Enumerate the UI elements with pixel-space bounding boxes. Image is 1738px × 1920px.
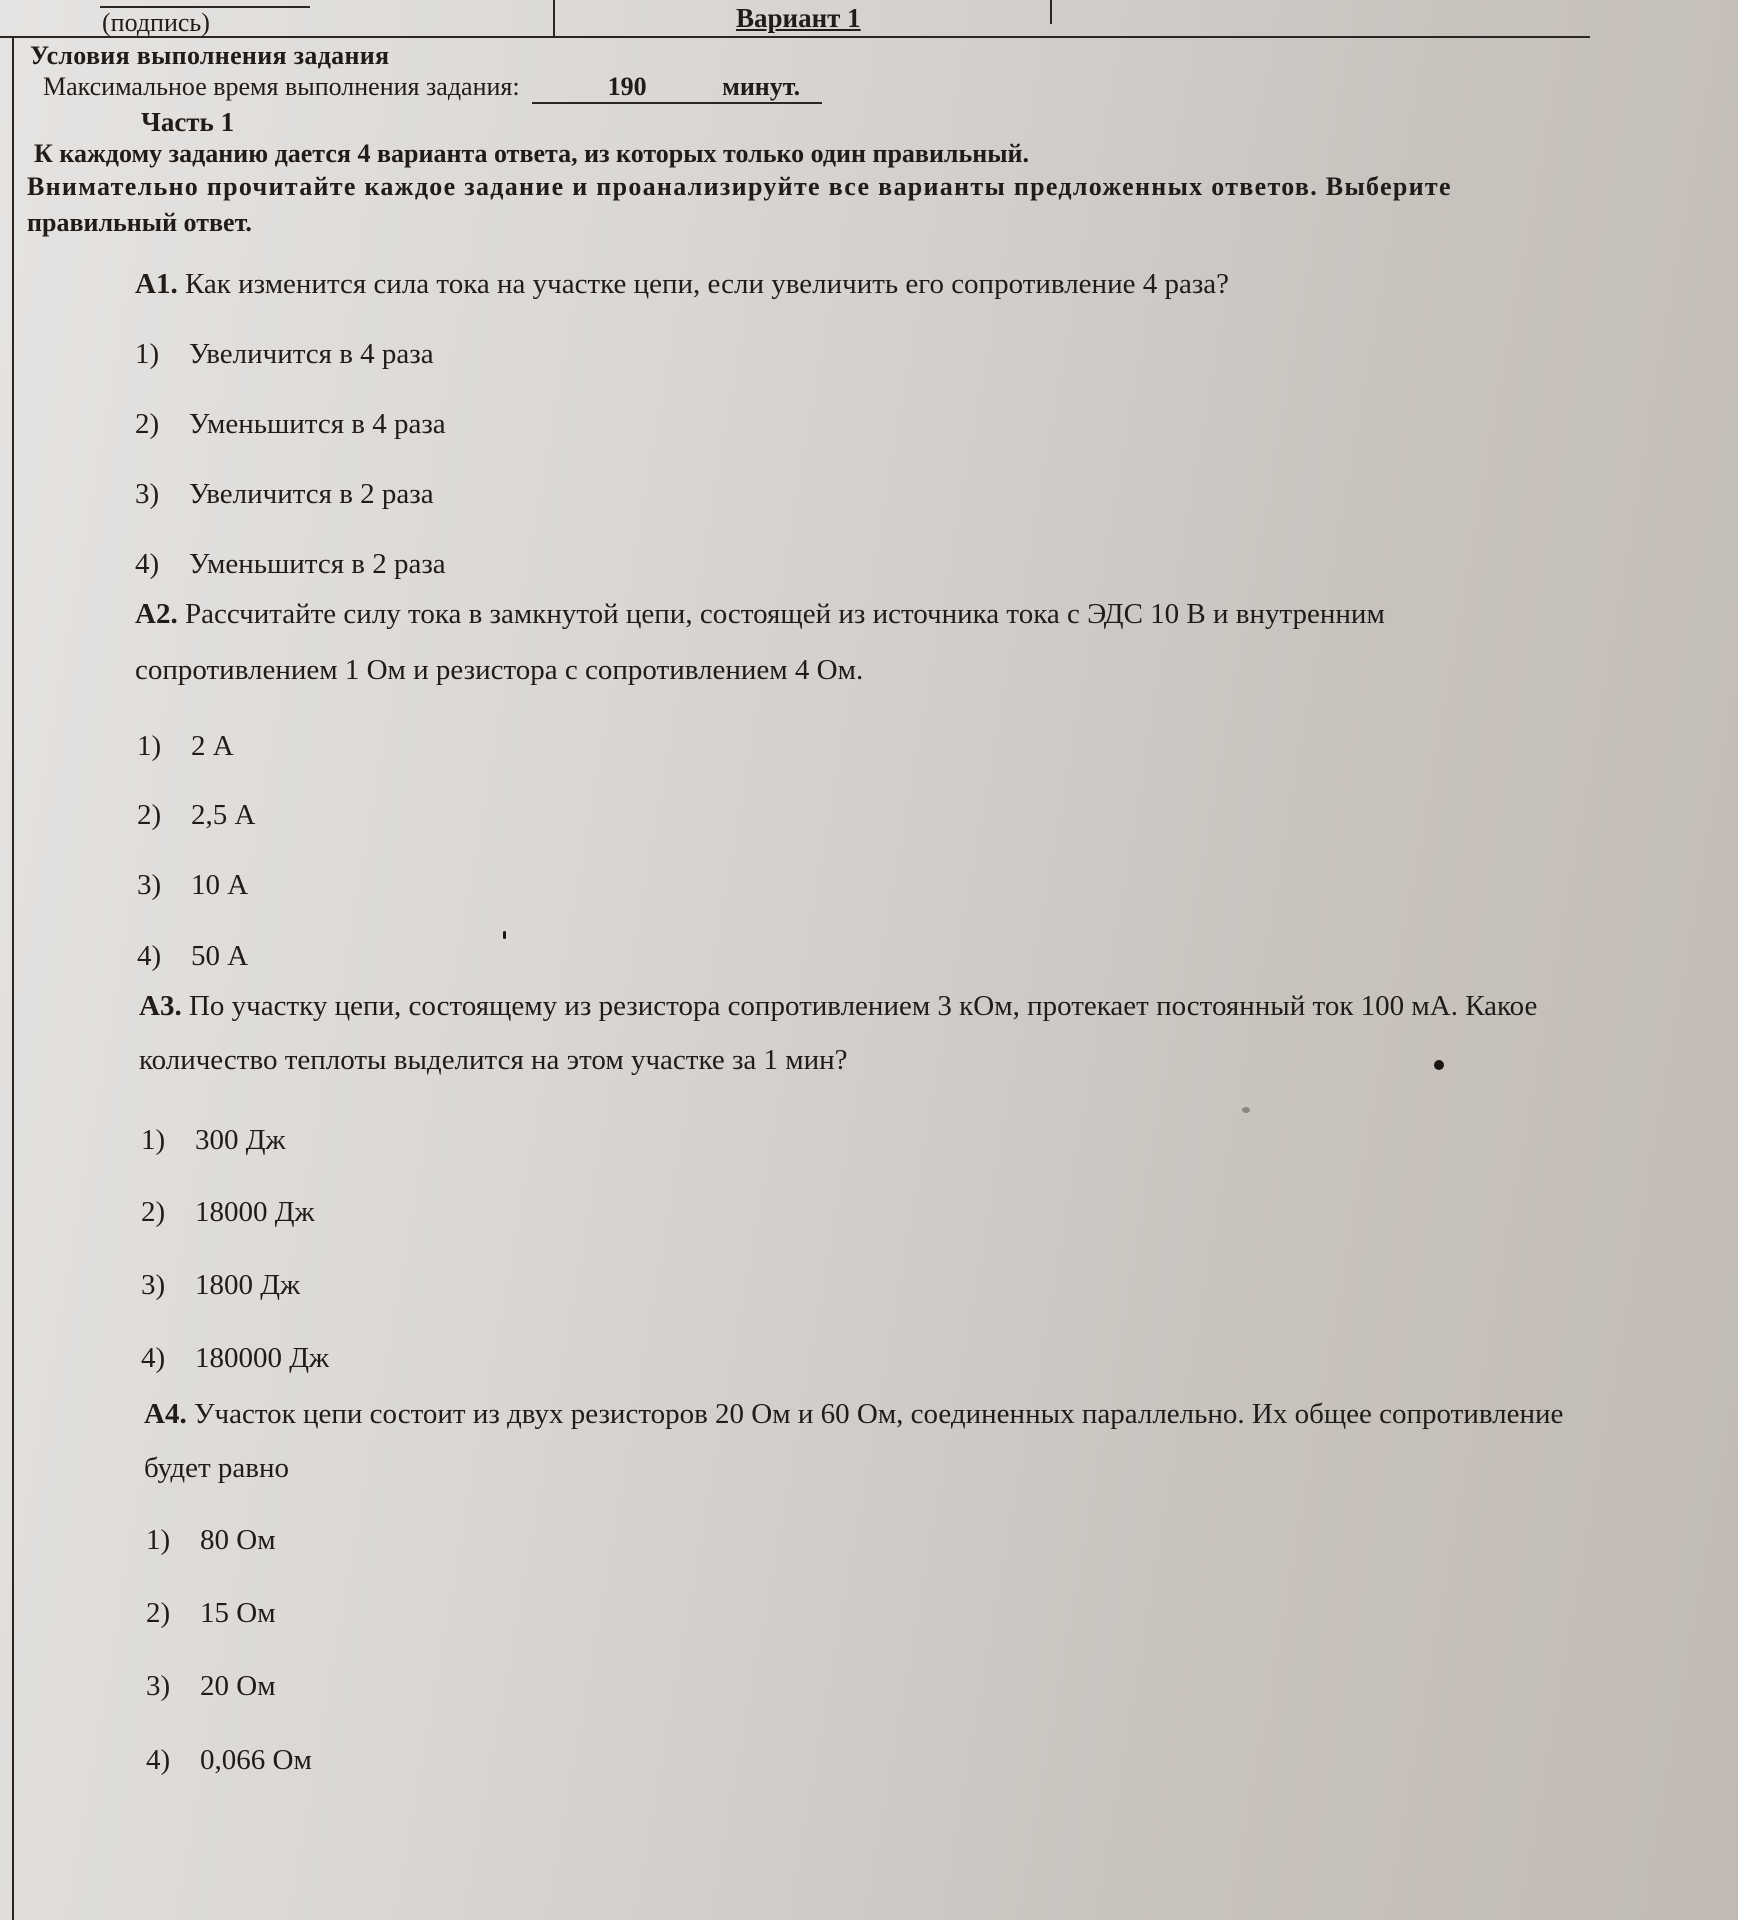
header-divider-1 (553, 0, 555, 36)
max-time-unit: минут. (722, 72, 822, 104)
a4-option-3: 3) 20 Ом (146, 1670, 276, 1702)
question-a3-text-line-2: количество теплоты выделится на этом участке за 1 мин? (139, 1044, 848, 1076)
a2-option-4: 4) 50 А (137, 940, 249, 972)
question-a1-text: Как изменится сила тока на участке цепи, если увеличить его сопротивление 4 раза? (184, 268, 1230, 300)
a1-option-3: 3) Увеличится в 2 раза (135, 478, 434, 510)
a4-option-4: 4) 0,066 Ом (146, 1744, 312, 1776)
left-margin-line (12, 36, 14, 1920)
header-divider-2 (1050, 0, 1052, 24)
instructions-line-2: Внимательно прочитайте каждое задание и проанализируйте все варианты предложенных ответов. Выберите (27, 172, 1452, 201)
max-time-row (43, 72, 822, 104)
instructions-line-1: К каждому заданию дается 4 варианта ответа, из которых только один правильный. (34, 139, 1030, 168)
question-a2-text-line-1: Рассчитайте силу тока в замкнутой цепи, состоящей из источника тока с ЭДС 10 В и внутренним (184, 598, 1385, 630)
a4-option-2: 2) 15 Ом (146, 1597, 276, 1629)
question-a2 (135, 598, 1385, 631)
a1-option-1: 1) Увеличится в 4 раза (135, 338, 434, 370)
question-a3-id: А3. (139, 990, 182, 1022)
max-time-label: Максимальное время выполнения задания: (43, 72, 520, 101)
a3-option-3: 3) 1800 Дж (141, 1269, 301, 1301)
question-a4 (144, 1398, 1563, 1431)
instructions-line-3: правильный ответ. (27, 208, 252, 237)
a2-option-1: 1) 2 А (137, 730, 234, 762)
signature-label: (подпись) (102, 8, 210, 37)
question-a4-text-line-1: Участок цепи состоит из двух резисторов 20 Ом и 60 Ом, соединенных параллельно. Их общее сопротивление (193, 1398, 1564, 1430)
a3-option-4: 4) 180000 Дж (141, 1342, 330, 1374)
question-a4-id: А4. (144, 1398, 187, 1430)
question-a2-text-line-2: сопротивлением 1 Ом и резистора с сопротивлением 4 Ом. (135, 654, 864, 686)
ink-speck (503, 931, 506, 939)
ink-speck-small (1242, 1107, 1250, 1113)
variant-label: Вариант 1 (736, 3, 861, 33)
a4-option-1: 1) 80 Ом (146, 1524, 276, 1556)
question-a3 (139, 990, 1537, 1023)
question-a1 (135, 268, 1229, 301)
a3-option-2: 2) 18000 Дж (141, 1196, 315, 1228)
question-a4-text-line-2: будет равно (144, 1452, 289, 1484)
a2-option-2: 2) 2,5 А (137, 799, 256, 831)
conditions-title: Условия выполнения задания (30, 41, 390, 70)
a1-option-2: 2) Уменьшится в 4 раза (135, 408, 446, 440)
a2-option-3: 3) 10 А (137, 869, 249, 901)
header-bottom-line (0, 36, 1590, 38)
a3-option-1: 1) 300 Дж (141, 1124, 286, 1156)
question-a3-text-line-1: По участку цепи, состоящему из резистора сопротивлением 3 кОм, протекает постоянный ток 100 мА. Какое (188, 990, 1538, 1022)
a1-option-4: 4) Уменьшится в 2 раза (135, 548, 446, 580)
max-time-value: 190 (532, 72, 722, 104)
ink-spot (1434, 1060, 1444, 1070)
question-a1-id: A1. (135, 268, 178, 300)
question-a2-id: А2. (135, 598, 178, 630)
part-title: Часть 1 (141, 107, 235, 137)
